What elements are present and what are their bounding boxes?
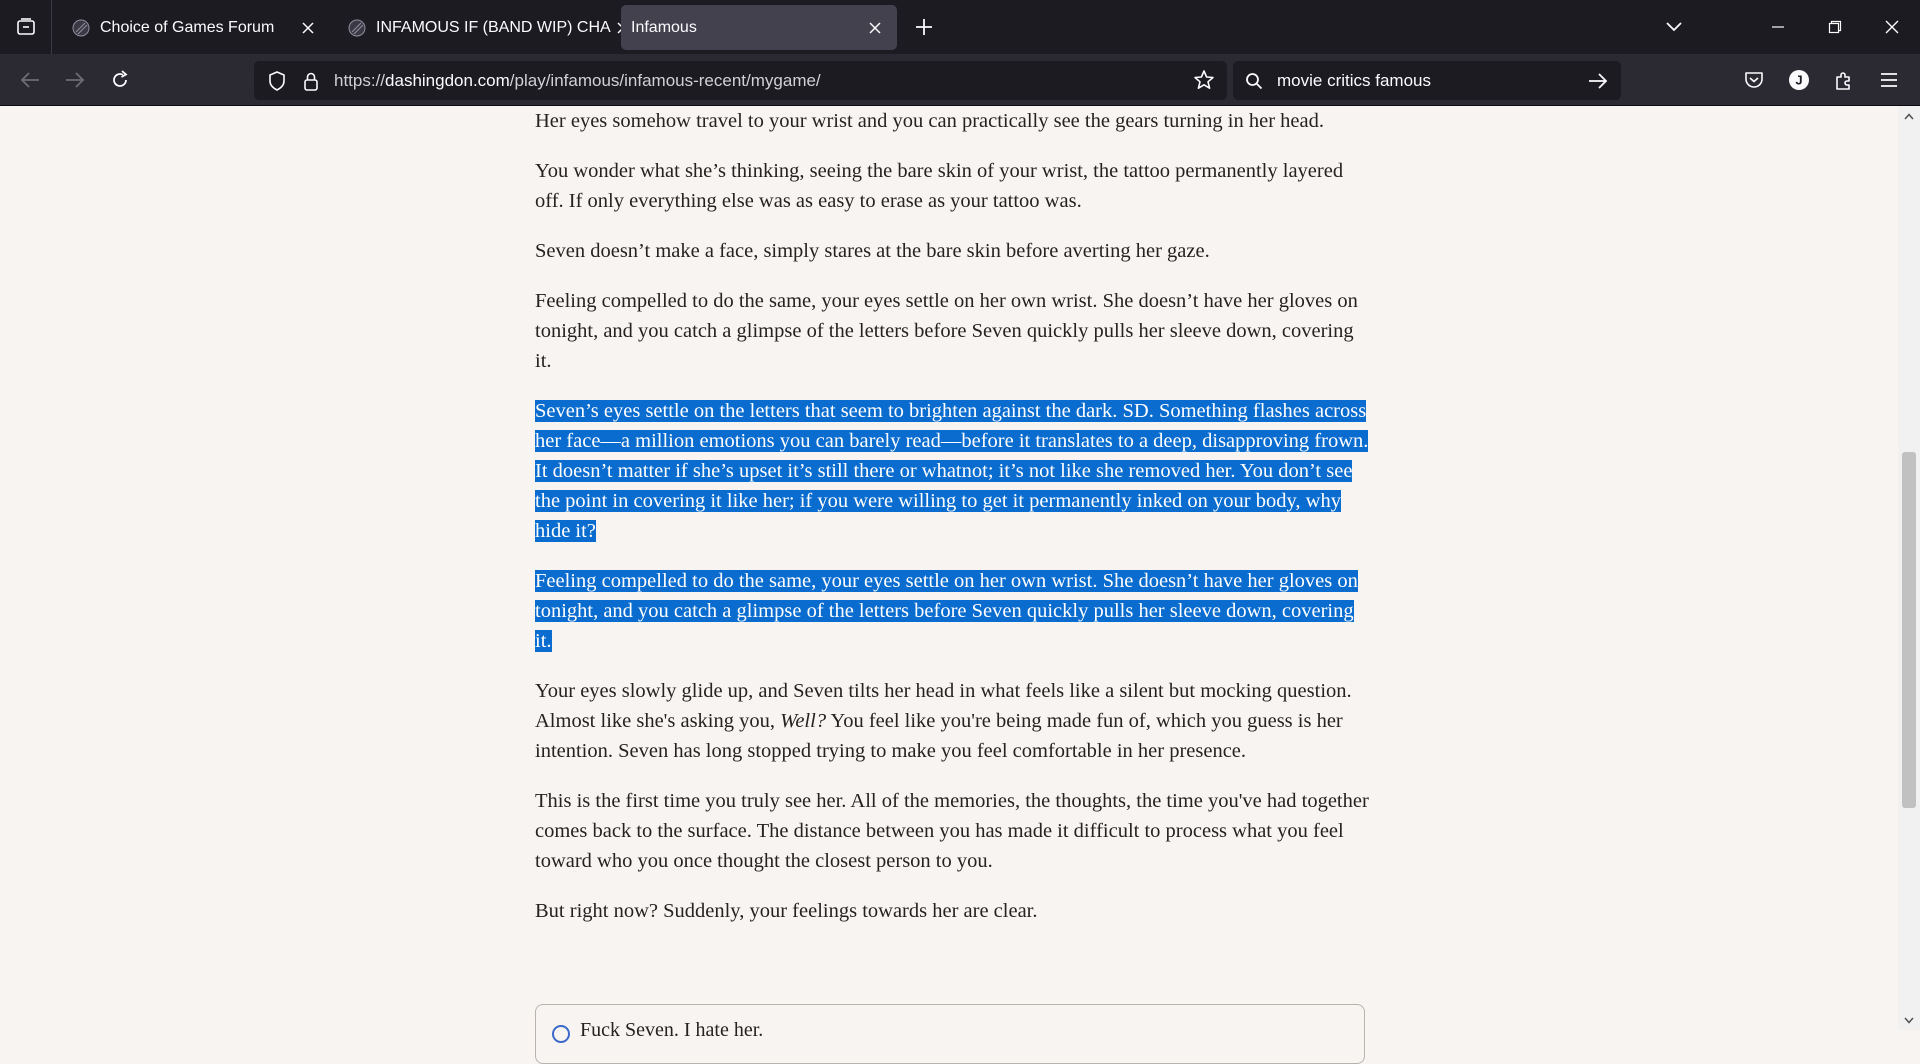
forward-button[interactable]: [57, 62, 93, 98]
minimize-button[interactable]: [1750, 0, 1806, 54]
story-paragraph: Her eyes somehow travel to your wrist and you can practically see the gears turning in her head.: [535, 110, 1324, 132]
pocket-button[interactable]: [1736, 62, 1772, 98]
search-go-arrow-icon[interactable]: [1581, 61, 1615, 100]
close-icon: [1885, 20, 1899, 34]
tab-strip: [0, 0, 1920, 54]
bookmark-star-icon[interactable]: [1193, 69, 1215, 96]
tab-title: Choice of Games Forum: [100, 18, 275, 36]
pocket-icon: [1744, 71, 1764, 89]
story-paragraph: But right now? Suddenly, your feelings towards her are clear.: [535, 900, 1038, 922]
account-button[interactable]: [1781, 62, 1817, 98]
search-icon: [1237, 61, 1271, 100]
minimize-icon: [1772, 21, 1784, 33]
hamburger-menu-icon: [1880, 72, 1898, 88]
story-paragraph: Seven doesn’t make a face, simply stares at the bare skin before averting her gaze.: [535, 240, 1210, 262]
story-paragraph: You wonder what she’s thinking, seeing the bare skin of your wrist, the tattoo permanently layered off. If only everything else was as easy to erase as your tattoo was.: [535, 160, 1344, 212]
choice-radio-button[interactable]: [552, 1025, 570, 1043]
restore-button[interactable]: [1807, 0, 1863, 54]
selected-text: Feeling compelled to do the same, your eyes settle on her own wrist. She doesn’t have her gloves on tonight, and you catch a glimpse of the letters before Seven quickly pulls her sleeve down, covering it.: [535, 570, 1358, 652]
navigation-toolbar: [0, 54, 1920, 106]
tab-infamous[interactable]: [621, 5, 897, 50]
account-avatar-icon: [1788, 69, 1810, 91]
app-menu-button[interactable]: [1871, 62, 1907, 98]
tab-list-icon: [16, 17, 36, 37]
extensions-button[interactable]: [1826, 62, 1862, 98]
story-paragraph-selected: [535, 566, 1370, 656]
story-paragraph: This is the first time you truly see her. All of the memories, the thoughts, the time you've had together comes back to the surface. The distance between you has made it difficult to process what you feel toward who you once thought the closest person to you.: [535, 790, 1369, 872]
forward-arrow-icon: [65, 71, 85, 89]
url-scheme: https://: [334, 70, 386, 90]
forum-favicon-icon: [348, 19, 366, 37]
svg-text:J: J: [1795, 72, 1803, 88]
url-bar[interactable]: [254, 61, 1227, 100]
tab-close-icon[interactable]: [296, 16, 320, 40]
story-text-part: You feel like you're being made fun of, which you guess is her intention. Seven has long stopped trying to make you feel comfortable in her presence.: [535, 710, 1343, 762]
chevron-down-icon: [1666, 22, 1682, 32]
scroll-down-arrow-icon[interactable]: [1902, 1013, 1916, 1027]
reload-button[interactable]: [102, 62, 138, 98]
lock-icon[interactable]: [294, 61, 328, 100]
story-text: [535, 106, 1370, 946]
story-paragraph-selected: [535, 396, 1370, 546]
tab-list-button[interactable]: [0, 0, 52, 54]
tracking-protection-shield-icon[interactable]: [260, 61, 294, 100]
url-text[interactable]: [334, 71, 821, 91]
plus-icon: [915, 18, 933, 36]
url-domain: dashingdon.com: [385, 70, 510, 90]
search-input[interactable]: movie critics famous: [1277, 70, 1431, 90]
list-all-tabs-button[interactable]: [1646, 0, 1702, 54]
story-paragraph: Feeling compelled to do the same, your eyes settle on her own wrist. She doesn’t have her gloves on tonight, and you catch a glimpse of the letters before Seven quickly pulls her sleeve down, covering it.: [535, 290, 1358, 372]
restore-icon: [1829, 21, 1841, 33]
choice-option[interactable]: [535, 1004, 1365, 1064]
story-text-part: Your eyes slowly glide up, and Seven tilts her head in what feels like a silent but mocking question. Almost like she's asking you,: [535, 680, 1352, 732]
page-scrollbar[interactable]: [1898, 106, 1920, 1030]
tab-infamous-forum[interactable]: [334, 5, 611, 50]
tab-close-icon[interactable]: [863, 16, 887, 40]
back-button[interactable]: [12, 62, 48, 98]
story-paragraph: [535, 676, 1370, 766]
scrollbar-thumb[interactable]: [1902, 452, 1916, 808]
tab-title: INFAMOUS IF (BAND WIP) CHA: [376, 18, 611, 36]
selected-text: Seven’s eyes settle on the letters that seem to brighten against the dark. SD. Something flashes across her face—a million emotions you can barely read—before it translates to a deep, disapproving frown. It doesn’t matter if she’s upset it’s still there or whatnot; it’s not like she removed her. You don’t see the point in covering it like her; if you were willing to get it permanently inked on your body, why hide it?: [535, 400, 1369, 542]
story-emphasis: Well?: [780, 710, 827, 732]
close-window-button[interactable]: [1864, 0, 1920, 54]
tab-title: Infamous: [631, 18, 697, 36]
puzzle-piece-icon: [1834, 70, 1854, 90]
new-tab-button[interactable]: [910, 13, 938, 41]
forum-favicon-icon: [72, 19, 90, 37]
back-arrow-icon: [20, 71, 40, 89]
reload-icon: [110, 70, 130, 90]
tab-choice-of-games[interactable]: [58, 5, 330, 50]
search-bar[interactable]: [1233, 61, 1621, 100]
page-content: [0, 106, 1898, 1041]
url-path: /play/infamous/infamous-recent/mygame/: [509, 70, 821, 90]
choice-label: Fuck Seven. I hate her.: [580, 1019, 764, 1041]
scroll-up-arrow-icon[interactable]: [1902, 109, 1916, 123]
